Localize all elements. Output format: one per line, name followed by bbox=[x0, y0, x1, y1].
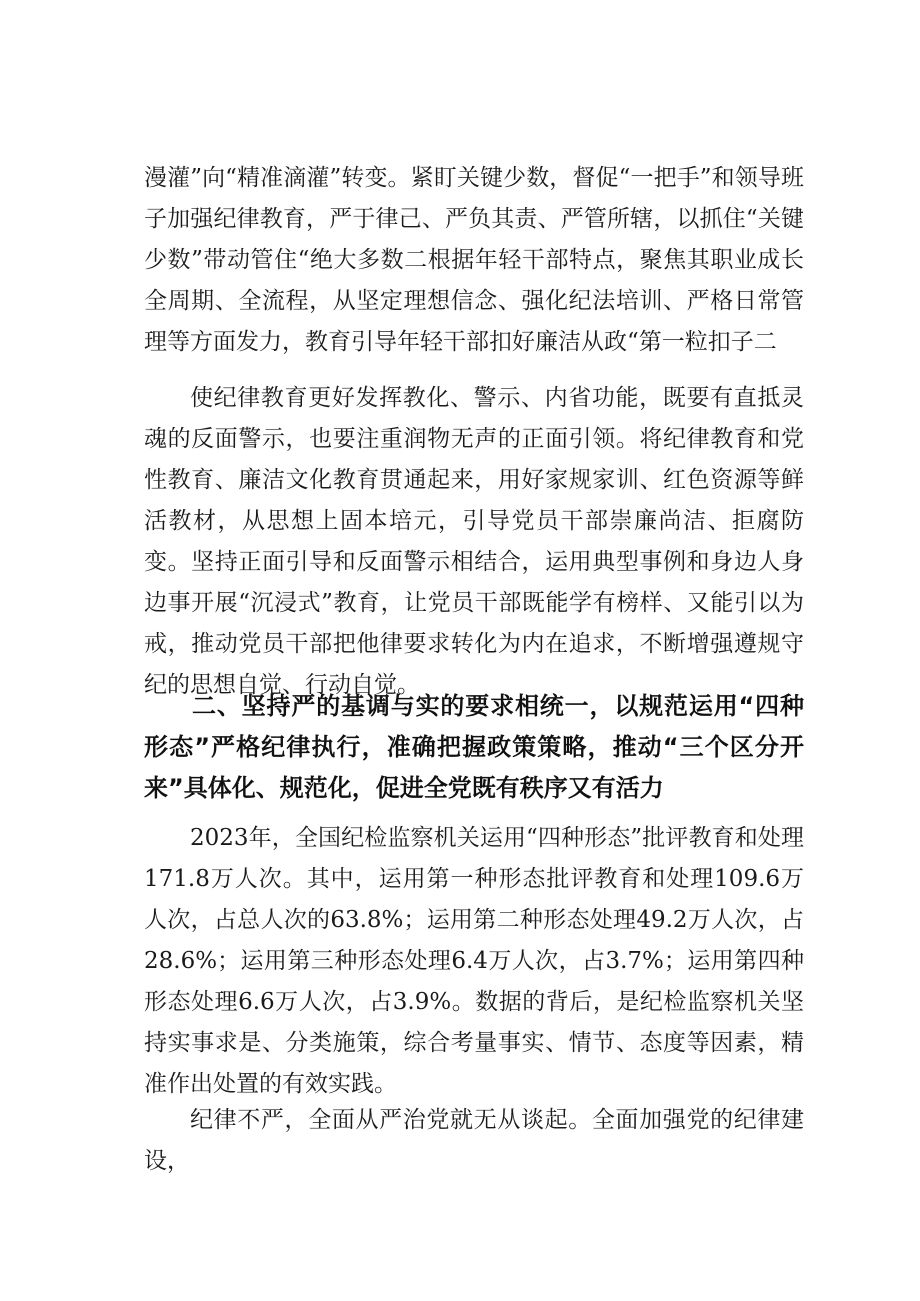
paragraph-four-forms-statistics: 2023年，全国纪检监察机关运用“四种形态”批评教育和处理171.8万人次。其中，运用第一种形态批评教育和处理109.6万人次，占总人次的63.8%；运用第二种形态处理49.2万人次，占28.6%；运用第三种形态处理6.4万人次，占3.7%；运用第四种形态处理6.6万人次，占3.9%。数据的背后，是纪检监察机关坚持实事求是、分类施策，综合考量事实、情节、态度等因素，精准作出处置的有效实践。 bbox=[144, 825, 804, 1097]
section-heading: 二、坚持严的基调与实的要求相统一，以规范运用“四种形态”严格纪律执行，准确把握政策策略，推动“三个区分开来”具体化、规范化，促进全党既有秩序又有活力 bbox=[144, 692, 804, 802]
paragraph-discipline-education: 使纪律教育更好发挥教化、警示、内省功能，既要有直抵灵魂的反面警示，也要注重润物无声的正面引领。将纪律教育和党性教育、廉洁文化教育贯通起来，用好家规家训、红色资源等鲜活教材，从思想上固本培元，引导党员干部崇廉尚洁、拒腐防变。坚持正面引导和反面警示相结合，运用典型事例和身边人身边事开展“沉浸式”教育，让党员干部既能学有榜样、又能引以为戒，推动党员干部把他律要求转化为内在追求，不断增强遵规守纪的思想自觉、行动自觉。 bbox=[144, 385, 804, 698]
paragraph-discipline-strictness: 纪律不严，全面从严治党就无从谈起。全面加强党的纪律建设， bbox=[144, 1107, 804, 1174]
paragraph-continuation: 漫灌”向“精准滴灌”转变。紧盯关键少数，督促“一把手”和领导班子加强纪律教育，严于律己、严负其责、严管所辖，以抓住“关键少数”带动管住“绝大多数二根据年轻干部特点，聚焦其职业成长全周期、全流程，从坚定理想信念、强化纪法培训、严格日常管理等方面发力，教育引导年轻干部扣好廉洁从政“第一粒扣子二 bbox=[144, 165, 804, 355]
